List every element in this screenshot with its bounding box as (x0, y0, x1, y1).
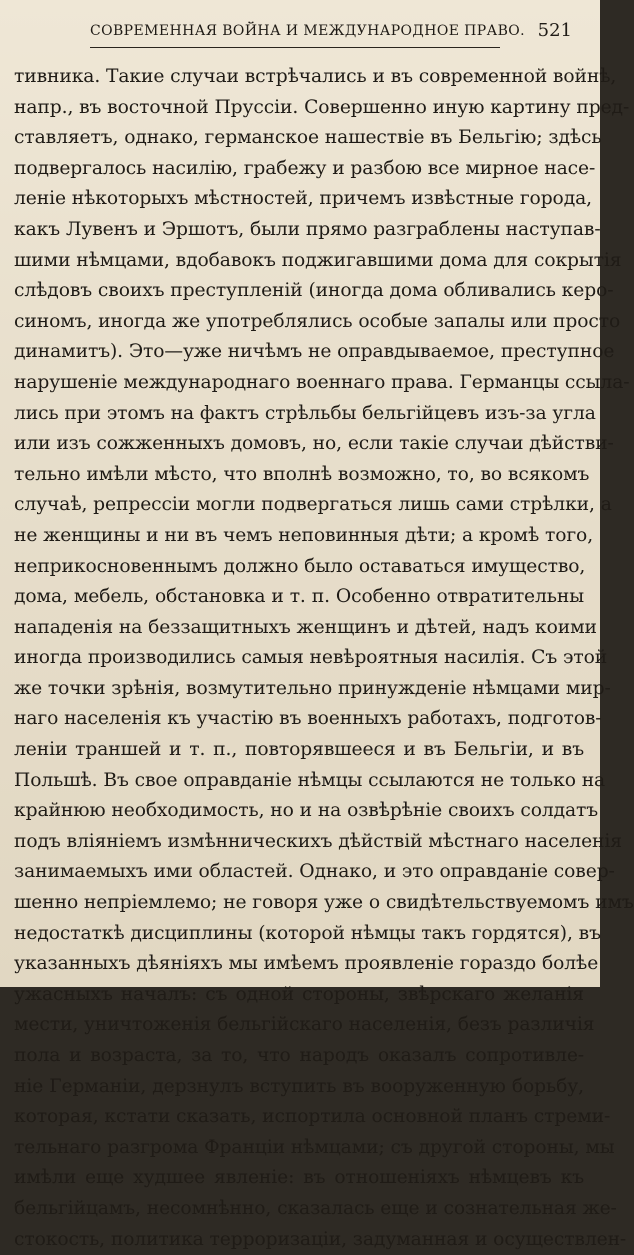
text-line: мести, уничтоженія бельгійскаго населенія, безъ различія (14, 1014, 595, 1036)
header-rule (90, 47, 500, 48)
text-line: указанныхъ дѣяніяхъ мы имѣемъ проявленіе гораздо болѣе (14, 953, 599, 975)
text-line: дома, мебель, обстановка и т. п. Особенно отвратительны (14, 586, 584, 608)
text-line: леніе нѣкоторыхъ мѣстностей, причемъ извѣстные города, (14, 188, 592, 210)
text-line: тельно имѣли мѣсто, что вполнѣ возможно, то, во всякомъ (14, 463, 590, 485)
text-line: не женщины и ни въ чемъ неповинныя дѣти; а кромѣ того, (14, 524, 594, 546)
text-line: подвергалось насилію, грабежу и разбою все мирное насе- (14, 157, 596, 179)
text-line: напр., въ восточной Пруссіи. Совершенно иную картину пред- (14, 96, 630, 118)
text-line: ніе Германіи, дерзнулъ вступить въ вооруженную борьбу, (14, 1075, 584, 1097)
text-line: нападенія на беззащитныхъ женщинъ и дѣтей, надъ коими (14, 616, 597, 638)
text-line: нарушеніе международнаго военнаго права. Германцы ссыла- (14, 371, 630, 393)
text-line: леніи траншей и т. п., повторявшееся и въ Бельгіи, и въ (14, 739, 584, 761)
text-line: же точки зрѣнія, возмутительно принужденіе нѣмцами мир- (14, 677, 611, 699)
text-line: имѣли еще худшее явленіе: въ отношеніяхъ нѣмцевъ къ (14, 1167, 584, 1189)
text-line: тельнаго разгрома Франціи нѣмцами; съ другой стороны, мы (14, 1136, 615, 1158)
text-line: бельгійцамъ, несомнѣнно, сказалась еще и сознательная жe- (14, 1197, 617, 1219)
text-line: стокость, политика терроризаціи, задуманная и осуществлен- (14, 1228, 627, 1250)
text-line: тивника. Такие случаи встрѣчались и въ современной войнѣ, (14, 66, 617, 87)
text-line: шенно непріемлемо; не говоря уже о свидѣтельствуемомъ имъ (14, 892, 634, 914)
text-line: которая, кстати сказать, испортила основной планъ стреми- (14, 1106, 611, 1128)
text-line: динамитъ). Это—уже ничѣмъ не оправдываемое, преступное (14, 341, 615, 363)
text-line: иногда производились самыя невѣроятныя насилія. Съ этой (14, 647, 608, 669)
text-line: синомъ, иногда же употреблялись особые запалы или просто (14, 310, 621, 332)
text-line: крайнюю необходимость, но и на озвѣрѣніе своихъ солдатъ (14, 800, 599, 822)
text-line: шими нѣмцами, вдобавокъ поджигавшими дома для сокрытія (14, 249, 622, 271)
text-line: неприкосновеннымъ должно было оставаться имущество, (14, 555, 586, 577)
text-line: наго населенія къ участію въ военныхъ работахъ, подготов- (14, 708, 602, 730)
page-number: 521 (537, 20, 572, 41)
text-line: или изъ сожженныхъ домовъ, но, если такіе случаи дѣйстви- (14, 433, 614, 455)
text-line: ужасныхъ началъ: съ одной стороны, звѣрскаго желанія (14, 983, 584, 1005)
page-header (90, 20, 590, 48)
text-line: подъ вліяніемъ измѣнническихъ дѣйствій мѣстнаго населенія (14, 830, 622, 852)
text-line: случаѣ, репрессіи могли подвергаться лишь сами стрѣлки, а (14, 494, 612, 516)
text-line: какъ Лувенъ и Эршотъ, были прямо разграблены наступав- (14, 218, 601, 240)
text-line: Польшѣ. Въ свое оправданіе нѣмцы ссылаются не только на (14, 769, 606, 791)
text-line: лись при этомъ на фактъ стрѣльбы бельгійцевъ изъ-за угла (14, 402, 596, 424)
body-text (14, 62, 634, 1255)
text-line: занимаемыхъ ими областей. Однако, и это оправданіе совер- (14, 861, 615, 883)
text-line: недостаткѣ дисциплины (которой нѣмцы такъ гордятся), въ (14, 922, 601, 944)
running-title: СОВРЕМЕННАЯ ВОЙНА И МЕЖДУНАРОДНОЕ ПРАВО. (90, 23, 526, 39)
text-line: ставляетъ, однако, германское нашествіе въ Бельгію; здѣсь (14, 127, 602, 149)
text-line: пола и возраста, за то, что народъ оказалъ сопротивле- (14, 1045, 584, 1066)
text-line: слѣдовъ своихъ преступленій (иногда дома обливались керо- (14, 280, 614, 302)
